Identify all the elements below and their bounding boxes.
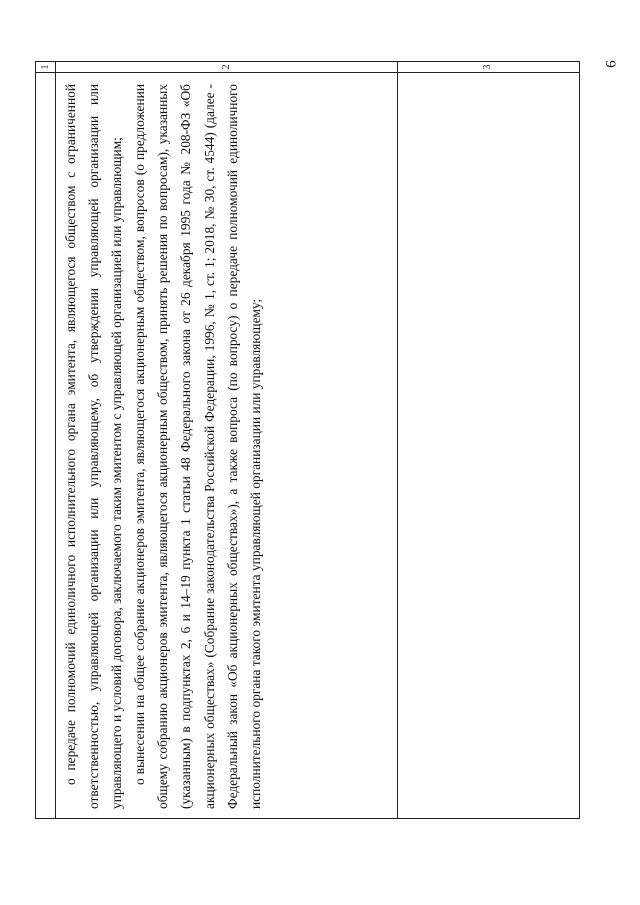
table-border-right (579, 61, 580, 819)
table-cell-col2 (56, 73, 397, 818)
column-number-1: 1 (40, 64, 51, 70)
paragraph-shareholders-meeting: о вынесении на общее собрание акционеров эмитента, являющегося акционерным обществом, вопросов (о предложении общему собранию акционеров эмитента, являющегося акционерным обществом, принять решения по вопросам), указанных (указанным) в подпунктах 2, 6 и 14–19 пункта 1 статьи 48 Федерального закона от 26 декабря 1995 года № 208-ФЗ «Об акционерных обществах» (Собрание законодательства Российской Федерации, 1996, № 1, ст. 1; 2018, № 30, ст. 4544) (далее - Федеральный закон «Об акционерных обществах»), а также вопроса (по вопросу) о передаче полномочий единоличного исполнительного органа такого эмитента управляющей организации или управляющему; (132, 84, 263, 809)
table-border-left (35, 61, 36, 819)
rotated-text-block (59, 78, 394, 813)
column-divider-2 (397, 61, 398, 819)
paragraph-management-transfer: о передаче полномочий единоличного исполнительного органа эмитента, являющегося обществом с ограниченной ответственностью, управляющей организации или управляющему, об утверждении управляющей организации или управляющего и условий договора, заключаемого таким эмитентом с управляющей организацией или управляющим; (63, 84, 125, 809)
column-number-3: 3 (482, 64, 493, 70)
column-number-2: 2 (221, 64, 232, 70)
table-border-bottom (35, 818, 580, 819)
table-border-top (35, 61, 580, 62)
page-number: 9 (602, 60, 618, 68)
